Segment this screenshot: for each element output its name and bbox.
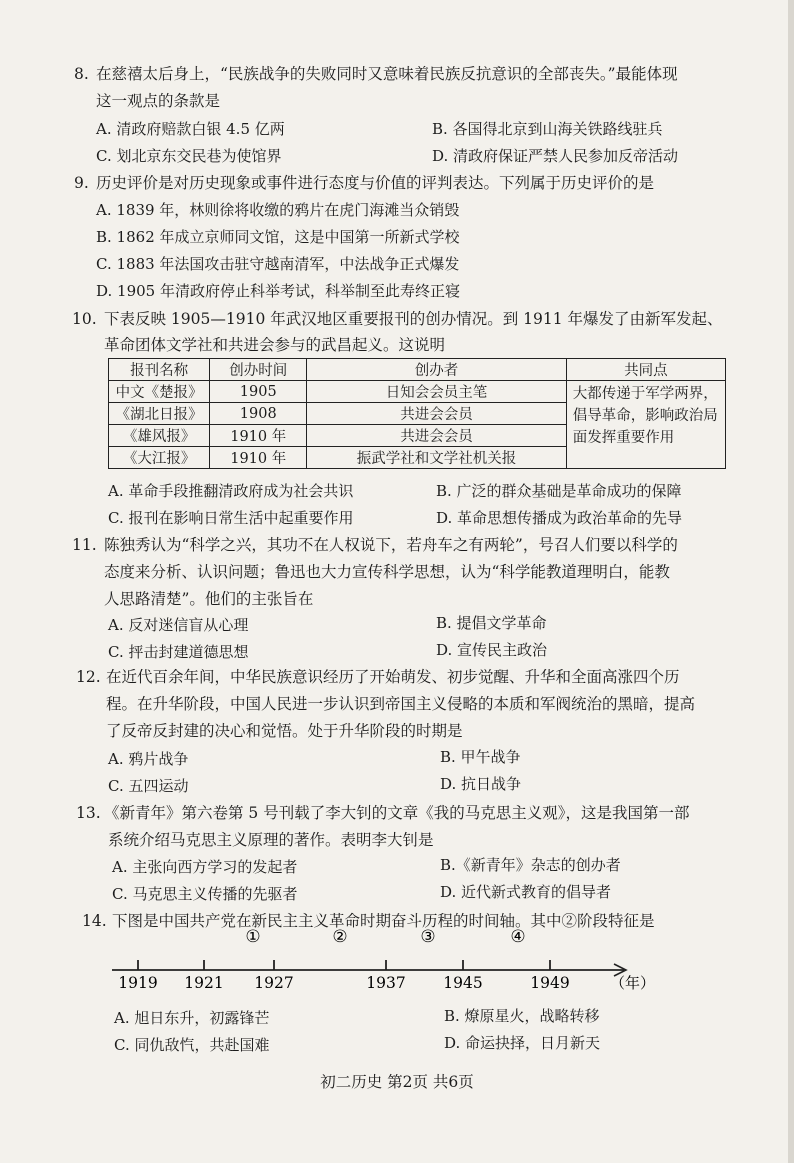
timeline-year-label: 1927 [254,974,294,992]
table-cell: 共进会会员 [307,425,566,447]
timeline-stage-marker: ④ [510,927,526,947]
question-8-option-c[interactable]: C. 划北京东交民巷为使馆界 [96,147,282,165]
page-edge-shadow [788,0,794,1163]
question-11-option-a[interactable]: A. 反对迷信盲从心理 [108,616,249,634]
question-12-option-b[interactable]: B. 甲午战争 [440,748,521,766]
question-13-option-c[interactable]: C. 马克思主义传播的先驱者 [112,885,298,903]
question-8-option-b[interactable]: B. 各国得北京到山海关铁路线驻兵 [432,120,663,138]
question-10-number: 10. [72,310,97,328]
question-10-stem-line-1: 下表反映 1905—1910 年武汉地区重要报刊的创办情况。到 1911 年爆发了由新军发起、 [104,310,723,328]
question-14-option-c[interactable]: C. 同仇敌忾，共赴国难 [114,1036,270,1054]
page-footer: 初二历史 第2页 共6页 [320,1073,474,1091]
table-cell: 振武学社和文学社机关报 [307,447,566,469]
question-13-number: 13. [76,804,101,822]
timeline-year-label: 1937 [366,974,406,992]
question-9-option-b[interactable]: B. 1862 年成立京师同文馆，这是中国第一所新式学校 [96,228,460,246]
question-10-option-a[interactable]: A. 革命手段推翻清政府成为社会共识 [108,482,354,500]
table-cell: 日知会会员主笔 [307,381,566,403]
question-12-number: 12. [76,668,101,686]
question-13-stem-line-1: 《新青年》第六卷第 5 号刊载了李大钊的文章《我的马克思主义观》，这是我国第一部 [104,804,690,822]
question-10-stem-line-2: 革命团体文学社和共进会参与的武昌起义。这说明 [104,336,446,354]
timeline-unit: （年） [610,974,656,992]
question-11-stem-line-1: 陈独秀认为“科学之兴，其功不在人权说下，若舟车之有两轮”，号召人们要以科学的 [104,536,678,554]
question-9-number: 9. [74,174,89,192]
question-14-option-a[interactable]: A. 旭日东升，初露锋芒 [114,1009,270,1027]
question-10-option-c[interactable]: C. 报刊在影响日常生活中起重要作用 [108,509,354,527]
timeline-year-label: 1921 [184,974,224,992]
table-cell: 《湖北日报》 [109,403,210,425]
table-cell: 1910 年 [210,425,307,447]
table-common-cell: 大都传递于军学两界，倡导革命，影响政治局面发挥重要作用 [566,381,725,469]
question-13-stem-line-2: 系统介绍马克思主义原理的著作。表明李大钊是 [108,831,434,849]
question-12-stem-line-2: 程。在升华阶段，中国人民进一步认识到帝国主义侵略的本质和军阀统治的黑暗，提高 [106,695,696,713]
timeline-stage-marker: ② [332,927,348,947]
question-11-stem-line-3: 人思路清楚”。他们的主张旨在 [104,590,314,608]
question-9-option-a[interactable]: A. 1839 年，林则徐将收缴的鸦片在虎门海滩当众销毁 [96,201,460,219]
question-13-option-d[interactable]: D. 近代新式教育的倡导者 [440,883,612,901]
timeline-year-label: 1919 [118,974,158,992]
timeline-year-label: 1949 [530,974,570,992]
question-8-option-d[interactable]: D. 清政府保证严禁人民参加反帝活动 [432,147,679,165]
question-9-option-d[interactable]: D. 1905 年清政府停止科举考试，科举制至此寿终正寝 [96,282,460,300]
table-header-row [109,359,726,381]
table-cell: 1908 [210,403,307,425]
question-11-option-c[interactable]: C. 抨击封建道德思想 [108,643,249,661]
table-cell: 《大江报》 [109,447,210,469]
table-cell: 中文《楚报》 [109,381,210,403]
question-12-option-a[interactable]: A. 鸦片战争 [108,750,189,768]
table-header-founder: 创办者 [307,359,566,381]
question-10-option-d[interactable]: D. 革命思想传播成为政治革命的先导 [436,509,683,527]
newspaper-table [108,358,726,469]
table-cell: 1910 年 [210,447,307,469]
question-14-stem-line-1: 下图是中国共产党在新民主主义革命时期奋斗历程的时间轴。其中②阶段特征是 [112,912,655,930]
question-9-stem-line-1: 历史评价是对历史现象或事件进行态度与价值的评判表达。下列属于历史评价的是 [96,174,655,192]
table-cell: 1905 [210,381,307,403]
table-header-date: 创办时间 [210,359,307,381]
table-row [109,381,726,403]
question-13-option-a[interactable]: A. 主张向西方学习的发起者 [112,858,298,876]
question-14-number: 14. [82,912,107,930]
question-12-option-d[interactable]: D. 抗日战争 [440,775,522,793]
ccp-timeline [108,920,656,992]
table-cell: 共进会会员 [307,403,566,425]
question-8-stem-line-2: 这一观点的条款是 [96,92,221,110]
question-14-option-b[interactable]: B. 燎原星火，战略转移 [444,1007,600,1025]
question-14-option-d[interactable]: D. 命运抉择，日月新天 [444,1034,601,1052]
timeline-stage-marker: ① [245,927,261,947]
table-header-common: 共同点 [566,359,725,381]
question-12-option-c[interactable]: C. 五四运动 [108,777,189,795]
question-8-stem-line-1: 在慈禧太后身上，“民族战争的失败同时又意味着民族反抗意识的全部丧失。”最能体现 [96,65,678,83]
question-11-number: 11. [72,536,97,554]
question-13-option-b[interactable]: B.《新青年》杂志的创办者 [440,856,621,874]
question-10-option-b[interactable]: B. 广泛的群众基础是革命成功的保障 [436,482,682,500]
table-header-name: 报刊名称 [109,359,210,381]
question-8-option-a[interactable]: A. 清政府赔款白银 4.5 亿两 [96,120,285,138]
question-11-option-d[interactable]: D. 宣传民主政治 [436,641,548,659]
question-12-stem-line-3: 了反帝反封建的决心和觉悟。处于升华阶段的时期是 [106,722,463,740]
timeline-year-label: 1945 [443,974,483,992]
question-8-number: 8. [74,65,89,83]
question-9-option-c[interactable]: C. 1883 年法国攻击驻守越南清军，中法战争正式爆发 [96,255,460,273]
question-11-stem-line-2: 态度来分析、认识问题；鲁迅也大力宣传科学思想，认为“科学能教道理明白，能教 [104,563,670,581]
question-12-stem-line-1: 在近代百余年间，中华民族意识经历了开始萌发、初步觉醒、升华和全面高涨四个历 [106,668,680,686]
timeline-stage-marker: ③ [420,927,436,947]
question-11-option-b[interactable]: B. 提倡文学革命 [436,614,547,632]
table-cell: 《雄风报》 [109,425,210,447]
